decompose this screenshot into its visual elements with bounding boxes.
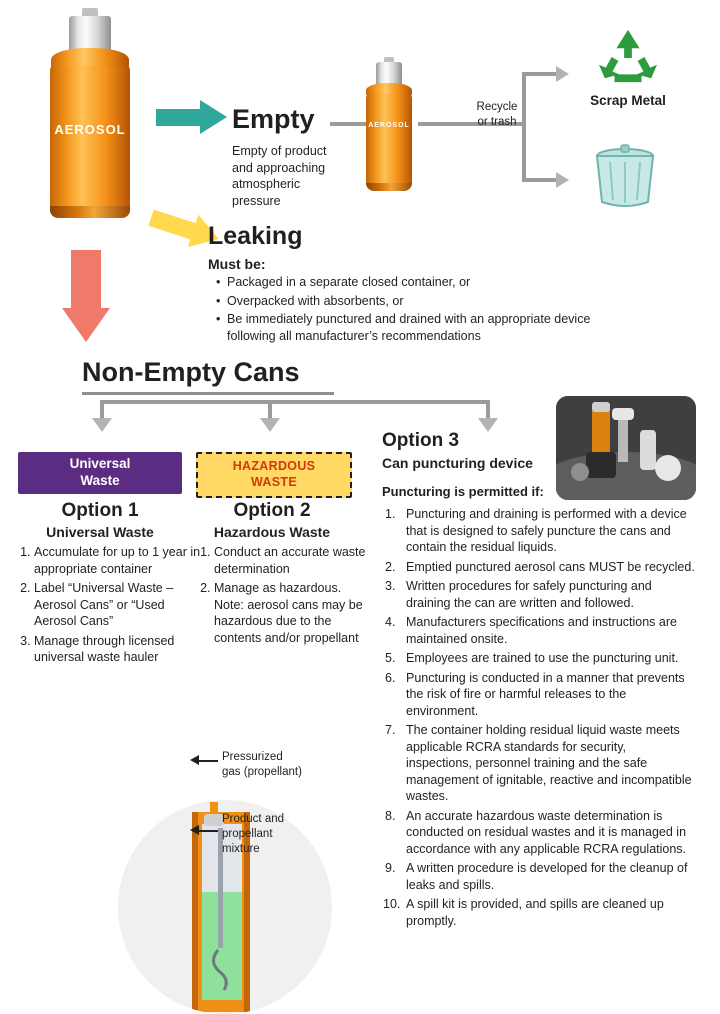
badge-line: Universal — [69, 456, 131, 472]
list-number: 10. — [383, 897, 401, 911]
list-item — [385, 578, 695, 611]
can-body — [50, 66, 130, 216]
empty-desc-line: Empty of product — [232, 144, 327, 158]
list-item: 2. Label “Universal Waste – Aerosol Cans” or “Used Aerosol Cans” — [34, 580, 202, 630]
scrap-metal-group — [568, 28, 688, 108]
callout-line: gas (propellant) — [222, 765, 302, 778]
non-empty-heading: Non-Empty Cans — [82, 357, 300, 387]
list-item — [385, 808, 695, 858]
badge-line: WASTE — [251, 475, 297, 489]
option1-title: Universal Waste — [46, 524, 154, 540]
list-text: A written procedure is developed for the cleanup of leaks and spills. — [406, 861, 688, 892]
list-item: 3. Manage through licensed universal waste hauler — [34, 633, 202, 666]
list-text: An accurate hazardous waste determination is conducted on residual wastes and it is managed in accordance with any applicable RCRA regulations. — [406, 808, 687, 856]
empty-heading: Empty — [232, 104, 315, 134]
list-item: 2. Manage as hazardous. Note: aerosol cans may be hazardous due to the contents and/or propellant — [214, 580, 366, 646]
hazardous-waste-badge — [196, 452, 352, 498]
callout-1-arrowhead — [190, 755, 199, 765]
list-number: 5. — [385, 651, 396, 665]
branch-1-arrowhead — [92, 418, 112, 432]
list-number: 6. — [385, 670, 396, 685]
large-aerosol-can — [30, 8, 150, 223]
arrow-to-non-empty — [62, 250, 110, 342]
callout-2-arrowhead — [190, 825, 199, 835]
fork-bottom-arrowhead — [556, 172, 569, 188]
can-label: AEROSOL — [54, 122, 126, 137]
list-item — [385, 896, 695, 929]
can-cap — [376, 62, 402, 84]
leaking-must-be: Must be: — [208, 256, 266, 272]
option1-list — [14, 544, 202, 669]
callout-pressurized-gas — [222, 750, 332, 780]
list-text: Emptied punctured aerosol cans MUST be recycled. — [406, 559, 695, 574]
empty-desc-line: atmospheric pressure — [232, 177, 301, 208]
option2-label: Option 2 — [233, 500, 311, 521]
list-item — [385, 860, 695, 893]
option2-list — [194, 544, 366, 649]
empty-description — [232, 143, 352, 209]
option3-intro: Puncturing is permitted if: — [382, 484, 544, 499]
list-item: 1. Conduct an accurate waste determination — [214, 544, 366, 577]
list-item — [385, 722, 695, 805]
list-text: Puncturing is conducted in a manner that prevents the risk of fire or harmful releases to the environment. — [406, 670, 685, 718]
scrap-metal-label: Scrap Metal — [590, 93, 666, 108]
option1-label: Option 1 — [61, 500, 139, 521]
can-label: AEROSOL — [368, 122, 410, 129]
callout-1-arrow — [196, 760, 218, 762]
option2-title: Hazardous Waste — [213, 524, 331, 540]
list-number: 2. — [385, 559, 396, 574]
recycle-or-trash-line: or trash — [477, 115, 517, 128]
empty-desc-line: and approaching — [232, 160, 326, 175]
puncturing-device-photo — [556, 396, 696, 500]
recycle-icon — [597, 28, 659, 86]
callout-line: Product and — [222, 813, 285, 825]
can-base — [366, 183, 412, 191]
option3-subtitle: Can puncturing device — [382, 455, 533, 471]
leaking-bullets — [213, 274, 633, 346]
list-item — [385, 614, 695, 647]
branch-3-arrowhead — [478, 418, 498, 432]
badge-line: HAZARDOUS — [232, 459, 316, 474]
can-cap — [69, 16, 111, 50]
callout-line: mixture — [222, 842, 260, 855]
non-empty-underline — [82, 392, 334, 395]
universal-waste-badge — [18, 452, 182, 494]
list-number: 3. — [385, 579, 396, 593]
callout-line: propellant — [222, 827, 273, 840]
list-number: 1. — [385, 507, 396, 521]
branch-2-arrowhead — [260, 418, 280, 432]
list-number: 8. — [385, 808, 396, 823]
option3-label: Option 3 — [382, 430, 460, 451]
list-item — [385, 670, 695, 720]
fork-bottom-branch — [522, 178, 560, 182]
list-number: 4. — [385, 615, 396, 629]
small-aerosol-can — [360, 57, 418, 197]
callout-line: Pressurized — [222, 751, 283, 763]
recycle-or-trash-line: Recycle — [476, 101, 518, 113]
list-text: A spill kit is provided, and spills are cleaned up promptly. — [406, 897, 664, 928]
can-body — [366, 94, 412, 189]
callout-product-mixture — [222, 812, 332, 857]
distribution-bar — [100, 400, 490, 404]
list-item: • Be immediately punctured and drained with an appropriate device following all manufacturer’s recommendations — [213, 311, 633, 344]
trash-can-icon — [590, 140, 660, 213]
list-text: The container holding residual liquid waste meets applicable RCRA standards for security, inspections, personnel training and the safe management of ignitable, reactive and incompatible wastes. — [406, 723, 692, 803]
fork-top-branch — [522, 72, 560, 76]
list-item — [385, 650, 695, 667]
leaking-heading: Leaking — [208, 222, 303, 250]
arrow-to-empty — [156, 100, 228, 134]
list-item — [385, 506, 695, 556]
callout-2-arrow — [196, 830, 218, 832]
list-text: Written procedures for safely puncturing and draining the can are written and followed. — [406, 579, 652, 610]
option3-list — [385, 506, 695, 932]
list-item: • Packaged in a separate closed container, or — [213, 274, 633, 291]
can-base — [50, 206, 130, 218]
list-item: 1. Accumulate for up to 1 year in appropriate container — [34, 544, 202, 577]
list-item: • Overpacked with absorbents, or — [213, 293, 633, 310]
list-number: 7. — [385, 723, 396, 737]
list-item — [385, 559, 695, 576]
list-text: Employees are trained to use the puncturing unit. — [406, 651, 679, 665]
list-text: Puncturing and draining is performed with a device that is designed to safely puncture the cans and contain the residual liquids. — [406, 507, 687, 554]
badge-line: Waste — [80, 473, 120, 488]
fork-vertical — [522, 72, 526, 182]
list-text: Manufacturers specifications and instructions are maintained onsite. — [406, 615, 677, 646]
list-number: 9. — [385, 861, 396, 875]
